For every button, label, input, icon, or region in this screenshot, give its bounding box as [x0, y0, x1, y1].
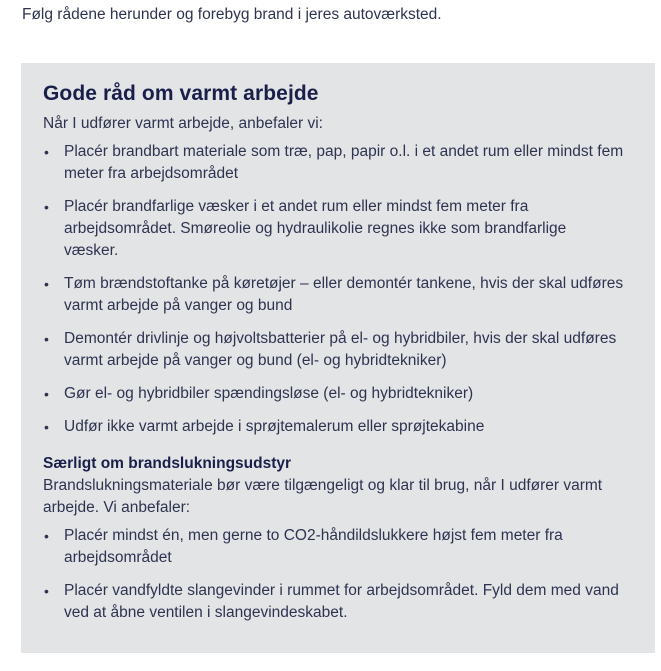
bullet-icon: • — [44, 276, 49, 292]
extinguishing-list — [43, 525, 633, 624]
intro-text: Følg rådene herunder og forebyg brand i jeres autoværksted. — [22, 6, 442, 23]
bullet-icon: • — [44, 386, 49, 402]
list-item-text: Placér mindst én, men gerne to CO2-håndildslukkere højst fem meter fra arbejdsområdet — [64, 527, 563, 566]
list-item — [43, 580, 634, 624]
extinguishing-text: Brandslukningsmateriale bør være tilgængeligt og klar til brug, når I udfører varmt arbejde. Vi anbefaler: — [43, 477, 603, 516]
list-item — [43, 328, 634, 372]
bullet-icon: • — [44, 199, 49, 215]
hot-work-list — [43, 141, 633, 438]
list-item — [43, 141, 634, 185]
bullet-icon: • — [44, 331, 49, 347]
list-item-text: Gør el- og hybridbiler spændingsløse (el- og hybridtekniker) — [64, 385, 474, 402]
list-item — [43, 273, 624, 317]
bullet-icon: • — [44, 528, 49, 544]
bullet-icon: • — [44, 144, 49, 160]
list-item-text: Placér brandbart materiale som træ, pap, papir o.l. i et andet rum eller mindst fem meter fra arbejdsområdet — [64, 143, 624, 182]
list-item — [43, 525, 634, 569]
list-item — [43, 196, 569, 262]
list-item — [43, 383, 633, 405]
bullet-icon: • — [44, 583, 49, 599]
box-lead: Når I udfører varmt arbejde, anbefaler vi: — [43, 115, 323, 132]
list-item — [43, 416, 633, 438]
list-item-text: Placér vandfyldte slangevinder i rummet for arbejdsområdet. Fyld dem med vand ved at åbne ventilen i slangevindeskabet. — [64, 582, 619, 621]
hot-work-advice-box — [21, 63, 655, 653]
box-title: Gode råd om varmt arbejde — [43, 82, 319, 105]
bullet-icon: • — [44, 419, 49, 435]
list-item-text: Udfør ikke varmt arbejde i sprøjtemalerum eller sprøjtekabine — [64, 418, 485, 435]
extinguishing-heading: Særligt om brandslukningsudstyr — [43, 455, 292, 472]
list-item-text: Demontér drivlinje og højvoltsbatterier på el- og hybridbiler, hvis der skal udføres varmt arbejde på vanger og bund (el- og hybridtekniker) — [64, 330, 617, 369]
list-item-text: Tøm brændstoftanke på køretøjer – eller demontér tankene, hvis der skal udføres varmt arbejde på vanger og bund — [64, 275, 624, 314]
list-item-text: Placér brandfarlige væsker i et andet rum eller mindst fem meter fra arbejdsområdet. Smøreolie og hydraulikolie regnes ikke som brandfarlige væsker. — [64, 198, 567, 259]
